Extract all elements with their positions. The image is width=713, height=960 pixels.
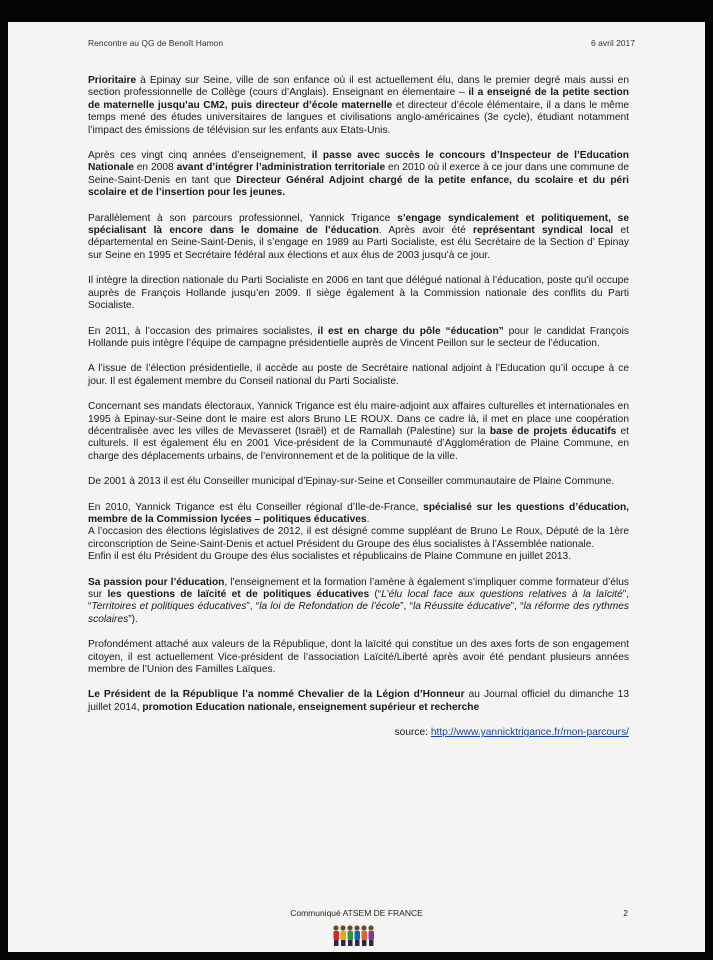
header-date: 6 avril 2017 [591, 38, 635, 48]
text-segment: ”). [128, 613, 138, 625]
figure-head [368, 925, 373, 930]
paragraph [88, 476, 629, 488]
text-segment: ”, “ [400, 601, 413, 613]
page-footer [8, 908, 705, 918]
text-segment: s’engage syndicalement et politiquement, se spécialisant là encore dans le domaine de l’éducation [88, 212, 629, 237]
paragraph [88, 150, 629, 200]
paragraph [88, 275, 629, 312]
atsem-logo-icon [330, 923, 376, 947]
figure-legs [348, 940, 353, 946]
figure-head [361, 925, 366, 930]
figure-legs [355, 940, 360, 946]
figure-legs [341, 940, 346, 946]
text-segment: Directeur Général Adjoint chargé de la petite enfance, du scolaire et du péri scolaire et de l’insertion pour les jeunes. [88, 174, 630, 199]
text-segment: . Après avoir été [378, 225, 474, 237]
figure-body [355, 931, 361, 940]
paragraph [88, 689, 629, 714]
text-segment: ”, “ [246, 601, 260, 613]
text-segment: il est en charge du pôle “éducation” [317, 325, 504, 337]
text-segment: en 2008 [133, 162, 177, 174]
figure-head [354, 925, 359, 930]
paragraph [88, 326, 629, 351]
page-header [88, 38, 635, 48]
text-segment: promotion Education nationale, enseignement supérieur et recherche [142, 701, 480, 713]
text-segment: Prioritaire [88, 75, 137, 86]
text-segment: la loi de Refondation de l’école [259, 601, 401, 613]
source-line: source: http://www.yannicktrigance.fr/mon-parcours/ [394, 727, 629, 739]
text-segment: , l’enseignement et la formation l’amène à également s’impliquer comme formateur d’élus sur [88, 576, 629, 600]
text-segment: à Epinay sur Seine, ville de son enfance où il est actuellement élu, dans le premier degré mais aussi en section professionnelle de Collège (cours d’Anglais). Enseignant en élementaire – [88, 75, 629, 99]
paragraph [88, 75, 629, 137]
text-segment: la Réussite éducative [412, 601, 511, 613]
text-segment: Sa passion pour l’éducation [88, 576, 225, 588]
paragraph [88, 577, 629, 627]
text-segment: En 2011, à l’occasion des primaires socialistes, [88, 325, 318, 337]
figure-legs [369, 940, 374, 946]
text-segment: au Journal officiel du dimanche 13 juillet 2014, [88, 689, 629, 713]
figure-body [369, 931, 375, 940]
figure-body [348, 931, 354, 940]
figure-legs [362, 940, 367, 946]
text-segment: spécialisé sur les questions d’éducation, membre de la Commission lycées – politiques éducatives [88, 501, 630, 525]
text-segment: base de projets éducatifs [489, 425, 617, 437]
text-segment: A l’occasion des élections législatives de 2012, il est désigné comme suppléant de Bruno Le Roux, Député de la 1ère circonscription de Seine-Saint-Denis et actuel Président du Groupe des élus socialistes à l’Assemblée nationale. [88, 526, 629, 550]
source-link[interactable]: http://www.yannicktrigance.fr/mon-parcours/ [430, 727, 629, 739]
figure-body [334, 931, 340, 940]
figure-head [333, 925, 338, 930]
text-segment: en 2010 où il exerce à ce jour dans une commune de Seine-Saint-Denis en tant que [88, 162, 629, 186]
text-segment: L’élu local face aux questions relatives à la laïcité [381, 589, 623, 600]
figure-head [340, 925, 345, 930]
text-segment: De 2001 à 2013 il est élu Conseiller municipal d’Epinay-sur-Seine et Conseiller communautaire de Plaine Commune. [88, 476, 615, 488]
figure-body [362, 931, 368, 940]
text-segment: il passe avec succès le concours d’Inspecteur de l’Education Nationale [88, 150, 629, 174]
text-segment: et départemental en Seine-Saint-Denis, il s’engage en 1989 au Parti Socialiste, est élu Secrétaire de la Section d’ Epinay sur Seine en 1995 et Secrétaire fédéral aux élections et aux élus de 2003 jusqu’à ce jour. [88, 225, 629, 261]
text-segment: Il intègre la direction nationale du Parti Socialiste en 2006 en tant que délégué national à l’éducation, poste qu’il occupe auprès de François Hollande jusqu’en 2009. Il siège également à la Commission nationale des conflits du Parti Socialiste. [88, 275, 629, 312]
text-segment: représentant syndical local [473, 225, 614, 237]
text-segment: En 2010, Yannick Trigance est élu Conseiller régional d’Ile-de-France, [88, 501, 424, 513]
text-segment: il a enseigné de la petite section de maternelle jusqu’au CM2, puis directeur d’école maternelle [88, 87, 629, 111]
text-segment: . [366, 513, 370, 525]
text-segment: et culturels. Il est également élu en 2001 Vice-président de la Communauté d’Agglomération de Plaine Commune, en charge des déplacements urbains, de l’environnement et de la politique de la ville. [88, 425, 629, 462]
text-segment: Profondément attaché aux valeurs de la République, dont la laïcité qui constitue un des axes forts de son engagement citoyen, il est actuellement Vice-président de l’association Laïcité/Liberté après avoir été pendant plusieurs années membre de l’Union des Familles Laïques. [88, 639, 629, 676]
text-segment: A l’issue de l’élection présidentielle, il accède au poste de Secrétaire national adjoint à l’Education qu’il occupe à ce jour. Il est également membre du Conseil national du Parti Socialiste. [88, 363, 629, 387]
text-segment: Le Président de la République l’a nommé Chevalier de la Légion d’Honneur [88, 689, 465, 701]
paragraph [88, 401, 629, 463]
text-segment: ”, “ [510, 601, 524, 613]
text-segment: les questions de laïcité et de politiques éducatives [107, 589, 370, 600]
page-number: 2 [623, 908, 628, 918]
paragraph [88, 363, 629, 388]
paragraph [88, 639, 629, 676]
text-segment: Concernant ses mandats électoraux, Yannick Trigance est élu maire-adjoint aux affaires culturelles et internationales en 1995 à Epinay-sur-Seine dont le maire est alors Bruno LE ROUX. Dans ce cadre là, il met en place une coopération décentralisée avec les villes de Mevasseret (Israël) et de Ramallah (Palestine) sur la [88, 401, 629, 437]
text-segment: avant d’intégrer l’administration territoriale [176, 162, 386, 174]
text-segment: et directeur d’école élémentaire, il a dans le même temps mené des études universitaires de langues et civilisations anglo-américaines (3e cycle), étudiant notamment l’impact des émissions de télévision sur les enfants aux Etats-Unis. [88, 99, 630, 136]
text-segment: Territoires et politiques éducatives [91, 601, 247, 613]
text-segment: Après ces vingt cinq années d’enseignement, [88, 150, 312, 162]
text-segment: la réforme des rythmes scolaires [88, 601, 629, 625]
document-page [8, 22, 705, 952]
figure-legs [334, 940, 339, 946]
text-segment: Parallèlement à son parcours professionnel, Yannick Trigance [88, 212, 398, 224]
figure-body [341, 931, 347, 940]
text-segment: (“ [369, 589, 382, 600]
source-label: source [394, 727, 426, 739]
text-segment: pour le candidat François Hollande puis intègre l’équipe de campagne présidentielle auprès de Vincent Peillon sur le secteur de l’éducation. [88, 325, 629, 349]
footer-text: Communiqué ATSEM DE FRANCE [290, 908, 423, 918]
text-segment: Enfin il est élu Président du Groupe des élus socialistes et républicains de Plaine Commune en juillet 2013. [88, 551, 572, 563]
figure-head [347, 925, 352, 930]
body-text [88, 75, 629, 753]
paragraph [88, 502, 629, 564]
header-title: Rencontre au QG de Benoît Hamon [88, 38, 224, 48]
paragraph [88, 213, 629, 263]
text-segment: ”, “ [88, 589, 629, 613]
